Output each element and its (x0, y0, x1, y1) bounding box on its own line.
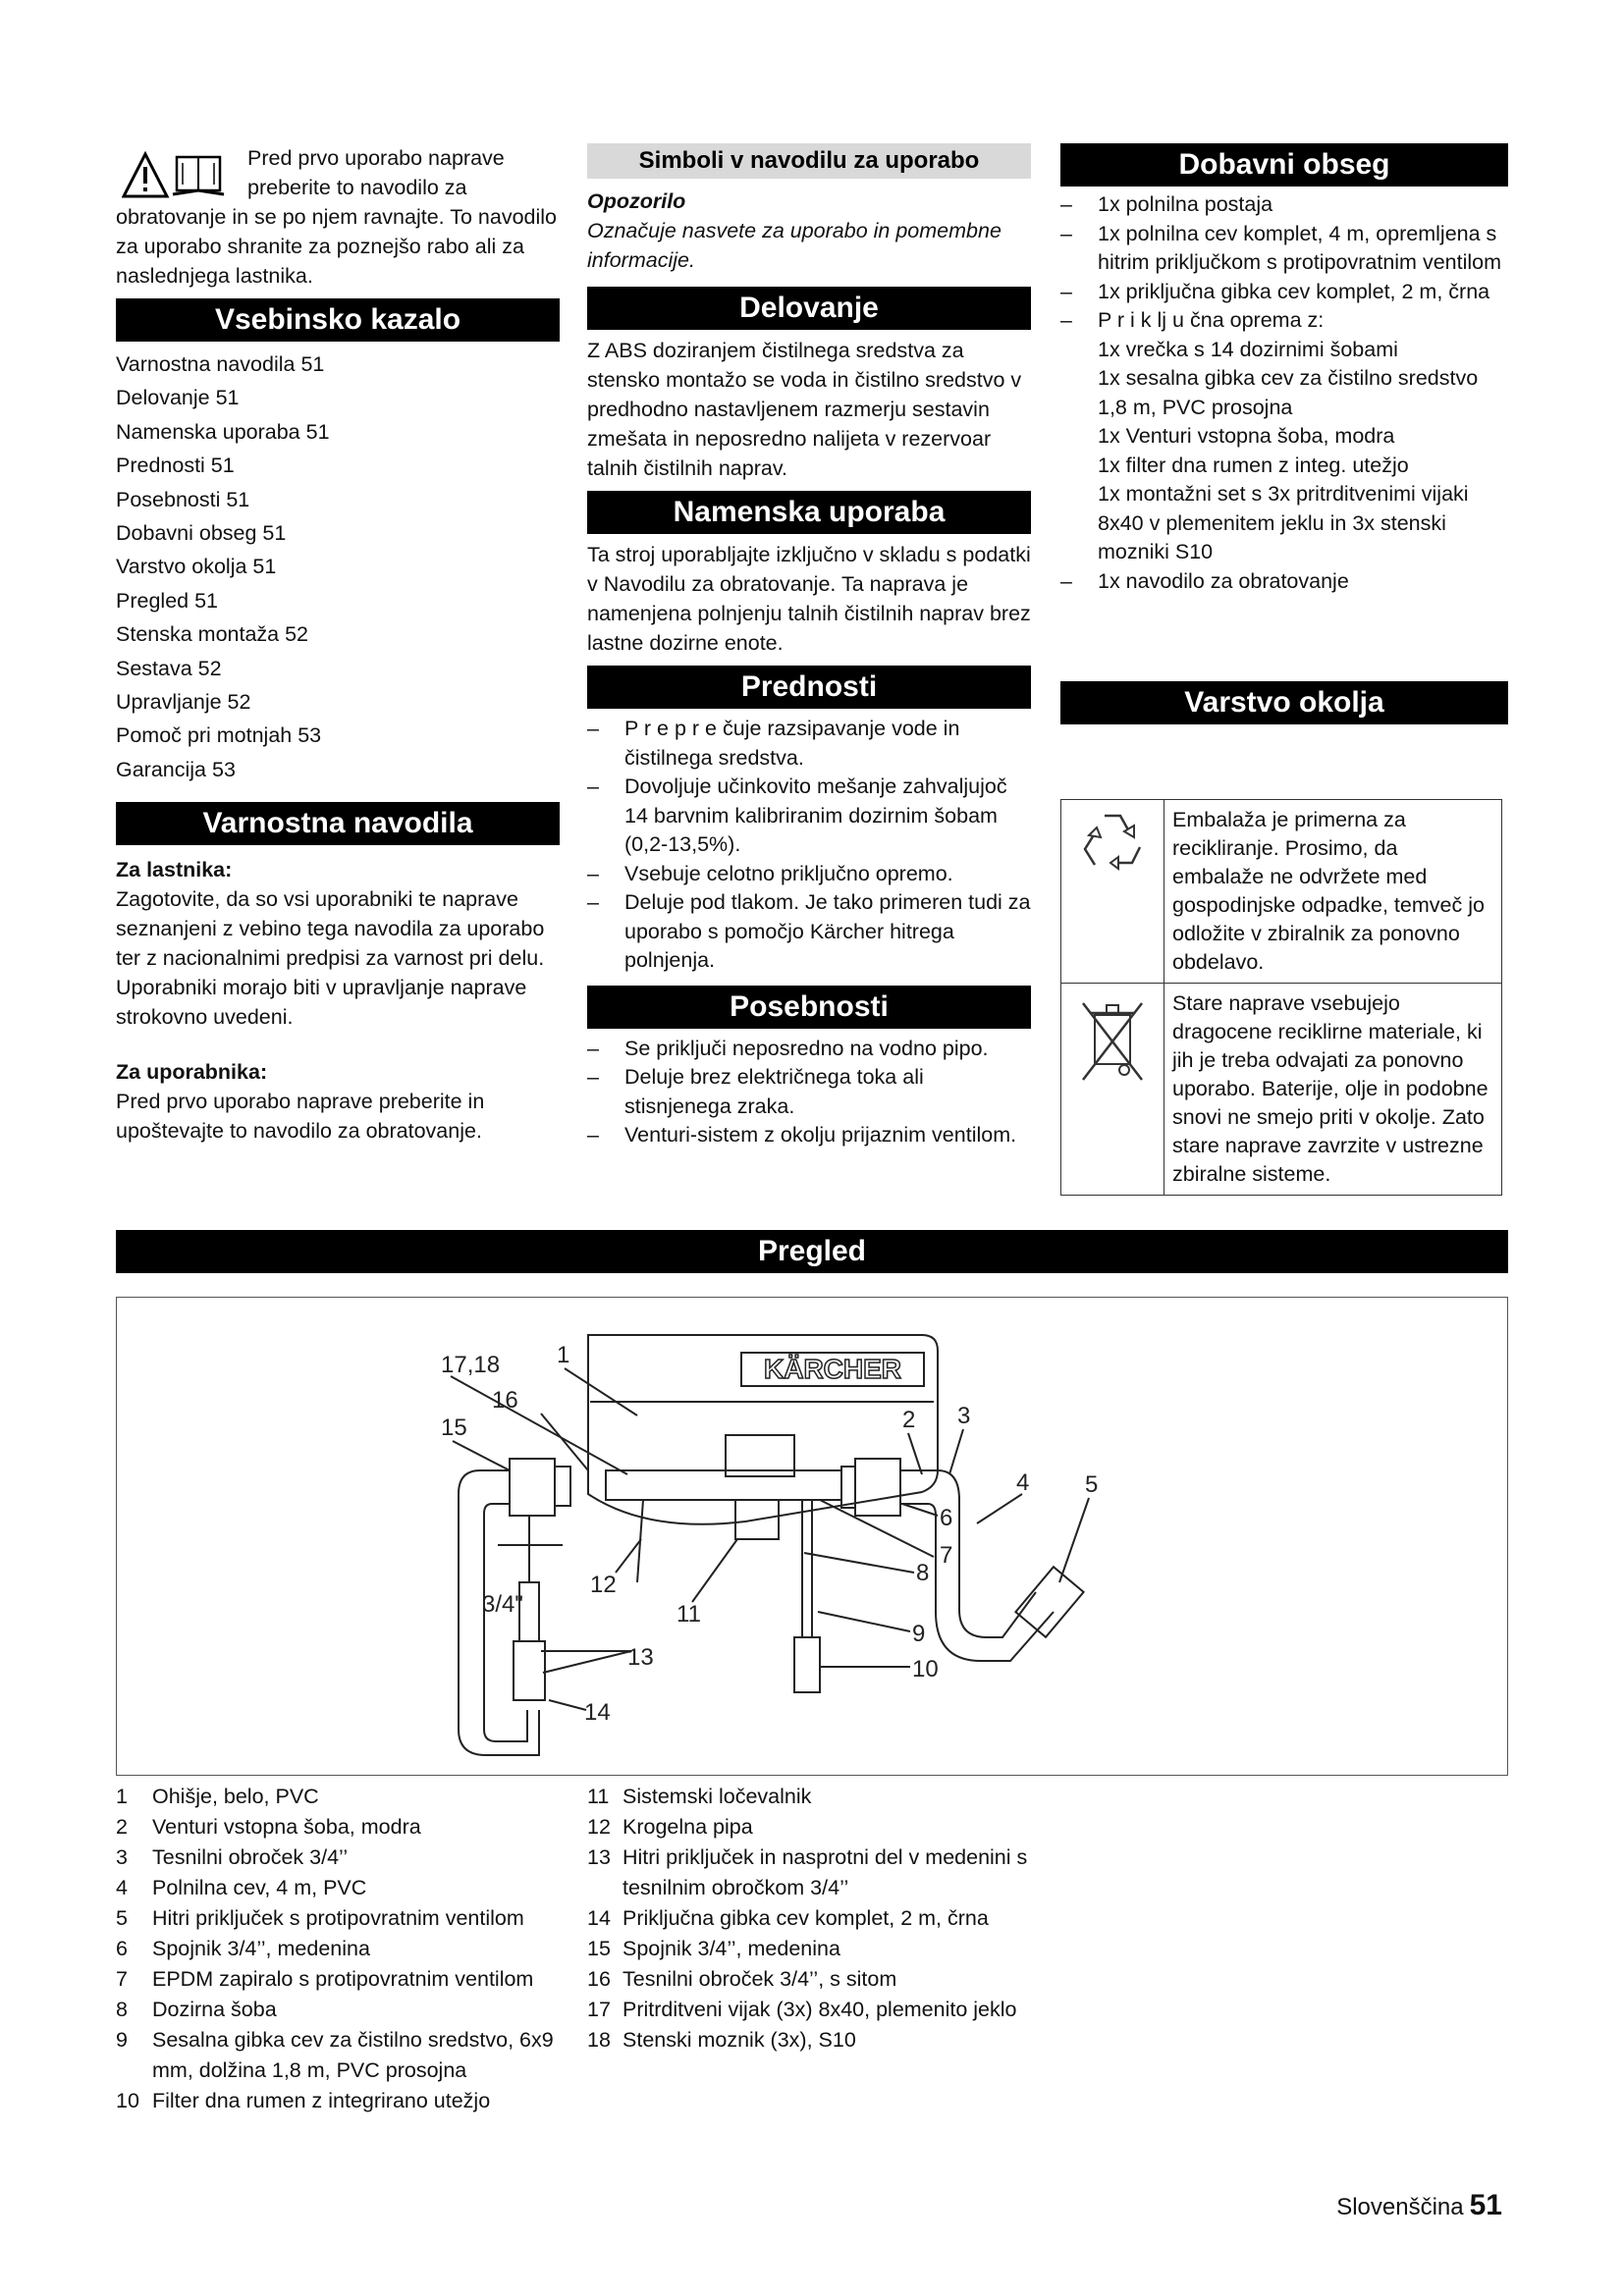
callout-label: 9 (912, 1621, 926, 1647)
legend-number: 7 (116, 1967, 128, 1991)
column-right (1060, 143, 1508, 1186)
legend-number: 13 (587, 1845, 611, 1869)
legend-right (587, 1782, 1049, 2056)
toc-item[interactable]: Prednosti 51 (116, 454, 235, 478)
list-item: – 1x priključna gibka cev komplet, 2 m, črna (1060, 279, 1490, 303)
legend-item (116, 1903, 577, 1934)
scope-item-text: P r i k lj u čna oprema z: (1098, 308, 1325, 332)
feature-text: Venturi-sistem z okolju prijaznim ventilom. (624, 1123, 1017, 1147)
legend-item (116, 1995, 577, 2025)
legend-item (116, 1812, 577, 1842)
list-item: – Venturi-sistem z okolju prijaznim ventilom. (587, 1123, 1017, 1147)
toc-item[interactable]: Stenska montaža 52 (116, 622, 309, 647)
function-text: Z ABS doziranjem čistilnega sredstva za stensko montažo se voda in čistilno sredstvo v predhodno nastavljenem razmerju sestavin zmešata in neposredno nalijeta v rezervoar talnih čistilnih naprav. (587, 339, 1022, 480)
callout-label: 3 (957, 1403, 971, 1429)
callout-label: 3/4" (482, 1591, 523, 1618)
toc-item[interactable]: Varnostna navodila 51 (116, 352, 325, 376)
callout-label: 10 (912, 1656, 939, 1682)
legend-number: 9 (116, 2028, 128, 2052)
scope-subitem: 1x vrečka s 14 dozirnimi šobami (1098, 337, 1398, 361)
legend-number: 15 (587, 1937, 611, 1960)
callout-label: 12 (590, 1572, 617, 1598)
callout-label: 2 (902, 1407, 916, 1433)
page-number: 51 (1469, 2189, 1502, 2221)
legend-number: 10 (116, 2089, 139, 2112)
toc-item[interactable]: Garancija 53 (116, 757, 236, 781)
legend-text: Sistemski ločevalnik (623, 1785, 812, 1808)
list-item: – 1x navodilo za obratovanje (1060, 568, 1349, 593)
legend-item (116, 1964, 577, 1995)
overview-diagram (117, 1298, 1507, 1775)
legend-text: Ohišje, belo, PVC (152, 1785, 319, 1808)
table-row (1061, 800, 1502, 984)
scope-item-text: 1x polnilna cev komplet, 4 m, opremljena s hitrim priključkom s protipovratnim ventilom (1098, 221, 1501, 274)
list-item: – Se priključi neposredno na vodno pipo. (587, 1036, 989, 1060)
scope-subitem: 1x sesalna gibka cev za čistilno sredstvo 1,8 m, PVC prosojna (1098, 366, 1479, 419)
legend-item (587, 1782, 1049, 1812)
table-row (1061, 984, 1502, 1196)
legend-item (587, 1842, 1049, 1903)
legend-number: 4 (116, 1876, 128, 1899)
features-list (587, 1035, 1031, 1150)
symbols-warning-text: Označuje nasvete za uporabo in pomembne informacije. (587, 219, 1001, 272)
intro-first-line-2: preberite to navodilo za (247, 176, 467, 199)
legend-number: 16 (587, 1967, 611, 1991)
advantage-text: P r e p r e čuje razsipavanje vode in čistilnega sredstva. (624, 717, 960, 770)
legend-text: Hitri priključek s protipovratnim ventilom (152, 1906, 524, 1930)
legend-text: Tesnilni obroček 3/4’’, s sitom (623, 1967, 897, 1991)
intended-use-text: Ta stroj uporabljajte izključno v skladu s podatki v Navodilu za obratovanje. Ta naprava je namenjena polnjenju talnih čistilnih naprav brez lastne dozirne enote. (587, 543, 1031, 655)
recycle-icon (1075, 808, 1150, 882)
safety-title: Varnostna navodila (116, 802, 560, 845)
recycle-text: Embalaža je primerna za recikliranje. Prosimo, da embalaže ne odvržete med gospodinjske odpadke, temveč jo odložite v zbiralnik za ponovno obdelavo. (1164, 800, 1502, 984)
connector-left (510, 1459, 555, 1516)
overview-figure (116, 1297, 1508, 1776)
legend-text: Spojnik 3/4’’, medenina (623, 1937, 840, 1960)
symbols-title: Simboli v navodilu za uporabo (587, 143, 1031, 179)
callout-label: 4 (1016, 1469, 1030, 1496)
safety-user-heading: Za uporabnika: (116, 1060, 268, 1085)
legend-number: 8 (116, 1998, 128, 2021)
legend-item (116, 1782, 577, 1812)
scope-title: Dobavni obseg (1060, 143, 1508, 187)
legend-number: 12 (587, 1815, 611, 1839)
legend-list (587, 1782, 1049, 2056)
legend-text: Pritrditveni vijak (3x) 8x40, plemenito jeklo (623, 1998, 1017, 2021)
quick-coupling (514, 1641, 545, 1700)
column-middle (587, 143, 1031, 1150)
callout-label: 13 (627, 1644, 654, 1671)
legend-text: Hitri priključek in nasprotni del v medenini s tesnilnim obročkom 3/4’’ (623, 1845, 1028, 1899)
scope-item-text: 1x polnilna postaja (1098, 192, 1273, 216)
legend-number: 6 (116, 1937, 128, 1960)
legend-text: Sesalna gibka cev za čistilno sredstvo, 6x9 mm, dolžina 1,8 m, PVC prosojna (152, 2028, 554, 2082)
brand-logo: KÄRCHER (764, 1354, 901, 1384)
legend-text: Dozirna šoba (152, 1998, 277, 2021)
list-item: – Deluje pod tlakom. Je tako primeren tudi za uporabo s pomočjo Kärcher hitrega polnjenja. (587, 890, 1031, 972)
legend-item (587, 1812, 1049, 1842)
bottom-filter (794, 1637, 820, 1692)
scope-list (1060, 190, 1508, 596)
callout-label: 5 (1085, 1471, 1099, 1498)
legend-number: 5 (116, 1906, 128, 1930)
callout-label: 1 (557, 1342, 570, 1368)
quick-connector-right (1015, 1567, 1083, 1637)
environment-table (1060, 799, 1502, 1196)
legend-number: 17 (587, 1998, 611, 2021)
feature-text: Se priključi neposredno na vodno pipo. (624, 1036, 989, 1060)
toc-item[interactable]: Posebnosti 51 (116, 487, 250, 511)
scope-subitem: 1x montažni set s 3x pritrditvenimi vijaki 8x40 v plemenitem jeklu in 3x stenski mozniki S10 (1098, 482, 1469, 563)
legend-number: 18 (587, 2028, 611, 2052)
scope-item-text: 1x priključna gibka cev komplet, 2 m, črna (1098, 279, 1490, 303)
crossed-bin-icon (1075, 991, 1150, 1086)
callout-label: 16 (492, 1387, 518, 1414)
scope-subitem: 1x filter dna rumen z integ. utežjo (1098, 453, 1409, 477)
legend-item (116, 2025, 577, 2086)
advantage-text: Deluje pod tlakom. Je tako primeren tudi za uporabo s pomočjo Kärcher hitrega polnjenja. (624, 890, 1031, 972)
legend-number: 2 (116, 1815, 128, 1839)
advantages-list (587, 715, 1031, 976)
toc-item[interactable]: Upravljanje 52 (116, 690, 251, 715)
legend-item (587, 1903, 1049, 1934)
legend-text: Venturi vstopna šoba, modra (152, 1815, 421, 1839)
toc-item[interactable]: Varstvo okolja 51 (116, 555, 277, 579)
intro-text: obratovanje in se po njem ravnajte. To navodilo za uporabo shranite za poznejšo rabo ali za naslednjega lastnika. (116, 205, 558, 288)
intro-first-line-1: Pred prvo uporabo naprave (247, 146, 505, 170)
callout-label: 7 (940, 1542, 953, 1569)
list-item: – Vsebuje celotno priključno opremo. (587, 861, 953, 885)
list-item: – P r e p r e čuje razsipavanje vode in čistilnega sredstva. (587, 717, 960, 770)
legend-number: 3 (116, 1845, 128, 1869)
toc-item[interactable]: Pomoč pri motnjah 53 (116, 723, 322, 748)
disposal-text: Stare naprave vsebujejo dragocene reciklirne materiale, ki jih je treba odvajati za ponovno uporabo. Baterije, olje in podobne snovi ne smejo priti v okolje. Zato stare naprave zavrzite v ustrezne zbiralne sisteme. (1164, 984, 1502, 1196)
legend-item (587, 1964, 1049, 1995)
toc-item[interactable]: Namenska uporaba 51 (116, 419, 330, 444)
legend-number: 14 (587, 1906, 611, 1930)
column-left (116, 143, 560, 1146)
toc-title: Vsebinsko kazalo (116, 298, 560, 342)
features-title: Posebnosti (587, 986, 1031, 1029)
overview-title: Pregled (116, 1230, 1508, 1273)
legend-text: Priključna gibka cev komplet, 2 m, črna (623, 1906, 989, 1930)
feature-text: Deluje brez električnega toka ali stisnjenega zraka. (624, 1065, 924, 1118)
connector-right (855, 1459, 900, 1516)
footer-language: Slovenščina (1336, 2194, 1464, 2220)
legend-text: Polnilna cev, 4 m, PVC (152, 1876, 367, 1899)
toc-item[interactable]: Sestava 52 (116, 656, 222, 680)
list-item: – Dovoljuje učinkovito mešanje zahvaljujoč 14 barvnim kalibriranim dozirnim šobam (0,2-13,5%). (587, 774, 1007, 856)
safety-owner-text: Zagotovite, da so vsi uporabniki te naprave seznanjeni z vebino tega navodila za uporabo ter z nacionalnimi predpisi za varnost pri delu. Uporabniki morajo biti v upravljanje naprave strokovno uvedeni. (116, 887, 545, 1030)
callout-label: 6 (940, 1505, 953, 1531)
toc-list (116, 347, 560, 786)
callout-label: 15 (441, 1415, 467, 1441)
legend-number: 11 (587, 1785, 610, 1808)
toc-item[interactable]: Delovanje 51 (116, 386, 240, 410)
safety-owner-heading: Za lastnika: (116, 858, 233, 882)
legend-text: Krogelna pipa (623, 1815, 753, 1839)
callout-label: 14 (584, 1699, 611, 1726)
legend-text: Filter dna rumen z integrirano utežjo (152, 2089, 491, 2112)
list-item: – 1x polnilna postaja (1060, 192, 1273, 216)
symbols-warning-heading: Opozorilo (587, 189, 686, 213)
legend-item (116, 2086, 577, 2116)
legend-item (116, 1842, 577, 1873)
legend-left (116, 1782, 577, 2116)
legend-item (116, 1873, 577, 1903)
callout-label: 17,18 (441, 1352, 501, 1378)
scope-subitem: 1x Venturi vstopna šoba, modra (1098, 424, 1395, 448)
legend-item (587, 2025, 1049, 2056)
list-item: – 1x polnilna cev komplet, 4 m, opremljena s hitrim priključkom s protipovratnim ventilom (1060, 221, 1501, 274)
list-item: – P r i k lj u čna oprema z: 1x vrečka s 14 dozirnimi šobami 1x sesalna gibka cev za čistilno sredstvo 1,8 m, PVC prosojna 1x Venturi vstopna šoba, modra 1x filter dna rumen z integ. utežjo 1x montažni set s 3x pritrditvenimi vijaki 8x40 v plemenitem jeklu in 3x stenski mozniki S10 (1060, 306, 1508, 567)
toc-item[interactable]: Dobavni obseg 51 (116, 521, 287, 546)
advantage-text: Vsebuje celotno priključno opremo. (624, 861, 953, 885)
legend-list (116, 1782, 577, 2116)
venturi-body (606, 1470, 841, 1500)
toc-item[interactable]: Pregled 51 (116, 588, 218, 613)
legend-item (116, 1934, 577, 1964)
legend-text: Tesnilni obroček 3/4’’ (152, 1845, 349, 1869)
legend-text: EPDM zapiralo s protipovratnim ventilom (152, 1967, 534, 1991)
page-footer (1336, 2189, 1502, 2222)
environment-title: Varstvo okolja (1060, 681, 1508, 724)
legend-text: Stenski moznik (3x), S10 (623, 2028, 856, 2052)
list-item: – Deluje brez električnega toka ali stisnjenega zraka. (587, 1065, 924, 1118)
safety-user-text: Pred prvo uporabo naprave preberite in upoštevajte to navodilo za obratovanje. (116, 1090, 485, 1144)
advantage-text: Dovoljuje učinkovito mešanje zahvaljujoč 14 barvnim kalibriranim dozirnim šobam (0,2-13,5%). (624, 774, 1007, 856)
advantages-title: Prednosti (587, 666, 1031, 709)
scope-item-text: 1x navodilo za obratovanje (1098, 568, 1349, 593)
intended-use-title: Namenska uporaba (587, 491, 1031, 534)
function-title: Delovanje (587, 287, 1031, 330)
callout-label: 11 (677, 1601, 701, 1628)
intro-block (116, 143, 560, 291)
callout-label: 8 (916, 1560, 930, 1586)
warning-book-icon (122, 151, 242, 202)
legend-item (587, 1934, 1049, 1964)
legend-number: 1 (116, 1785, 128, 1808)
legend-text: Spojnik 3/4’’, medenina (152, 1937, 370, 1960)
legend-item (587, 1995, 1049, 2025)
